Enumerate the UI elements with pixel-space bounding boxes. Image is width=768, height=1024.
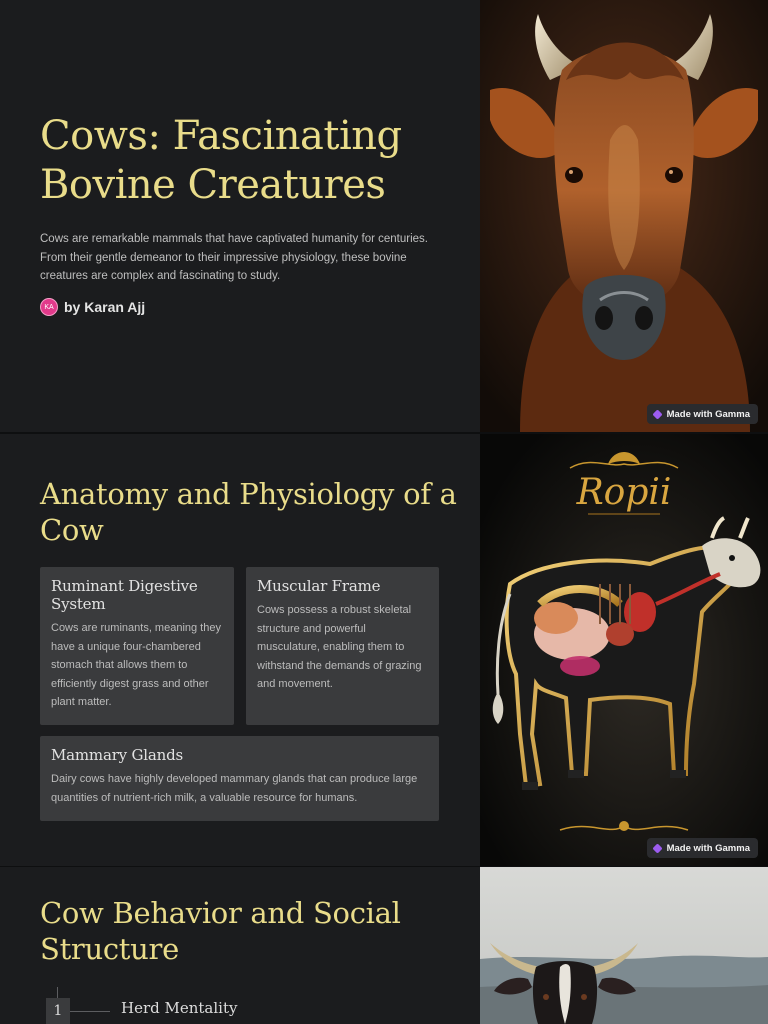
card-ruminant-digestive-system xyxy=(40,567,234,725)
badge-label: Made with Gamma xyxy=(666,842,750,854)
cow-anatomy-drawing xyxy=(480,434,768,866)
cow-portrait-drawing xyxy=(480,0,768,432)
avatar: KA xyxy=(40,298,58,316)
title-slide xyxy=(0,0,768,432)
gamma-icon xyxy=(652,409,662,419)
author-name: by Karan Ajj xyxy=(64,299,146,315)
illustration-heading: Ropii xyxy=(576,472,672,513)
made-with-gamma-badge[interactable] xyxy=(647,838,758,858)
card-title: Muscular Frame xyxy=(257,577,381,595)
anatomy-slide xyxy=(0,434,768,866)
cow-field-drawing xyxy=(480,867,768,1024)
badge-label: Made with Gamma xyxy=(666,408,750,420)
behavior-title: Cow Behavior and Social Structure xyxy=(40,896,401,966)
card-mammary-glands xyxy=(40,736,439,821)
card-text: Cows possess a robust skeletal structure and powerful musculature, enabling them to withstand the demands of grazing and movement. xyxy=(257,604,422,690)
card-text: Cows are ruminants, meaning they have a unique four-chambered stomach that allows them to efficiently digest grass and other plant matter. xyxy=(51,622,221,708)
timeline-connector xyxy=(70,1011,110,1012)
card-muscular-frame xyxy=(246,567,439,725)
step-label: Herd Mentality xyxy=(121,999,238,1017)
step-number: 1 xyxy=(46,998,70,1024)
cow-portrait-image xyxy=(480,0,768,432)
card-text: Dairy cows have highly developed mammary glands that can produce large quantities of nutrient-rich milk, a valuable resource for humans. xyxy=(51,773,418,804)
intro-description: Cows are remarkable mammals that have captivated humanity for centuries. From their gentle demeanor to their impressive physiology, these bovine creatures are complex and fascinating to study. xyxy=(40,233,428,282)
anatomy-title: Anatomy and Physiology of a Cow xyxy=(40,477,457,547)
cow-anatomy-illustration xyxy=(480,434,768,866)
timeline-step xyxy=(40,987,260,1024)
behavior-slide xyxy=(0,867,768,1024)
author-byline[interactable] xyxy=(40,298,145,316)
made-with-gamma-badge[interactable] xyxy=(647,404,758,424)
page-title: Cows: Fascinating Bovine Creatures xyxy=(40,113,402,208)
card-title: Ruminant Digestive System xyxy=(51,577,198,613)
gamma-icon xyxy=(652,843,662,853)
card-title: Mammary Glands xyxy=(51,746,183,764)
cow-field-image xyxy=(480,867,768,1024)
